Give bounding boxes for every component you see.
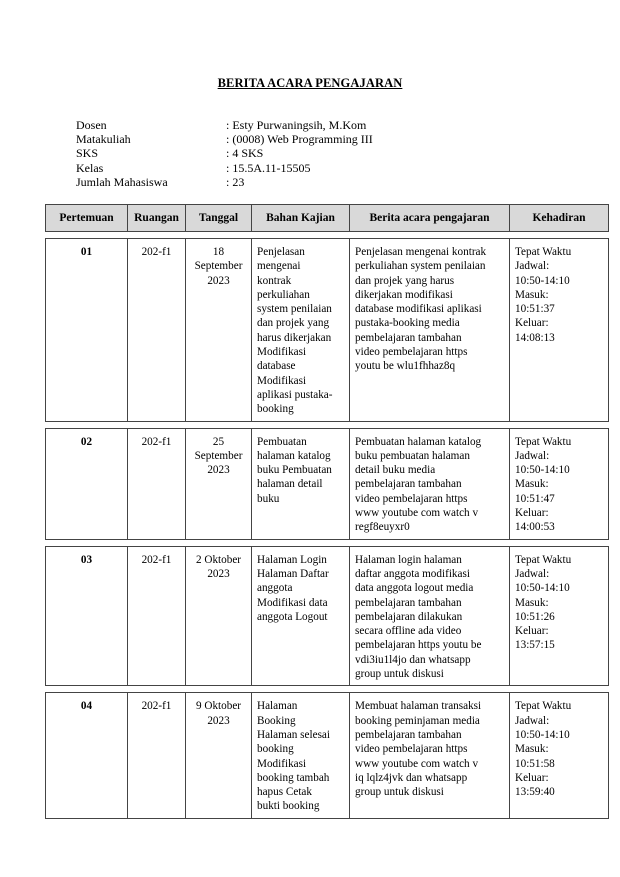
info-label: SKS: [76, 146, 99, 161]
info-row-sks: [76, 146, 373, 160]
header-berita-acara: Berita acara pengajaran: [350, 205, 510, 232]
header-tanggal: Tanggal: [186, 205, 252, 232]
table-row: [46, 239, 609, 422]
info-row-dosen: [76, 118, 373, 132]
cell-bahan-kajian: Halaman Login Halaman Daftar anggota Modifikasi data anggota Logout: [252, 546, 350, 686]
cell-kehadiran: Tepat Waktu Jadwal: 10:50-14:10 Masuk: 10:51:58 Keluar: 13:59:40: [510, 693, 609, 818]
cell-ruangan: 202-f1: [128, 693, 186, 818]
info-label: Matakuliah: [76, 132, 131, 147]
header-pertemuan: Pertemuan: [46, 205, 128, 232]
header-bahan-kajian: Bahan Kajian: [252, 205, 350, 232]
cell-tanggal: 25 September 2023: [186, 428, 252, 539]
cell-bahan-kajian: Pembuatan halaman katalog buku Pembuatan halaman detail buku: [252, 428, 350, 539]
table-row: [46, 546, 609, 686]
cell-pertemuan: 02: [46, 428, 128, 539]
cell-ruangan: 202-f1: [128, 428, 186, 539]
cell-kehadiran: Tepat Waktu Jadwal: 10:50-14:10 Masuk: 10:51:26 Keluar: 13:57:15: [510, 546, 609, 686]
cell-bahan-kajian: Halaman Booking Halaman selesai booking Modifikasi booking tambah hapus Cetak bukti booking: [252, 693, 350, 818]
cell-tanggal: 9 Oktober 2023: [186, 693, 252, 818]
cell-pertemuan: 03: [46, 546, 128, 686]
info-value: : 23: [226, 174, 245, 189]
cell-tanggal: 18 September 2023: [186, 239, 252, 422]
cell-bahan-kajian: Penjelasan mengenai kontrak perkuliahan system penilaian dan projek yang harus dikerjakan Modifikasi database Modifikasi aplikasi pustaka- booking: [252, 239, 350, 422]
cell-tanggal: 2 Oktober 2023: [186, 546, 252, 686]
cell-pertemuan: 04: [46, 693, 128, 818]
info-value: : (0008) Web Programming III: [226, 132, 373, 147]
cell-pertemuan: 01: [46, 239, 128, 422]
cell-berita-acara: Membuat halaman transaksi booking peminjaman media pembelajaran tambahan video pembelajaran https www youtube com watch v iq lqlz4jvk dan whatsapp group untuk diskusi: [350, 693, 510, 818]
cell-berita-acara: Halaman login halaman daftar anggota modifikasi data anggota logout media pembelajaran tambahan pembelajaran dilakukan secara offline ada video pembelajaran https youtu be vdi3iu1l4jo dan whatsapp group untuk diskusi: [350, 546, 510, 686]
info-row-kelas: [76, 161, 373, 175]
cell-berita-acara: Pembuatan halaman katalog buku pembuatan halaman detail buku media pembelajaran tambahan video pembelajaran https www youtube com watch v regf8euyxr0: [350, 428, 510, 539]
info-label: Dosen: [76, 118, 107, 132]
cell-berita-acara: Penjelasan mengenai kontrak perkuliahan system penilaian dan projek yang harus dikerjakan modifikasi database modifikasi aplikasi pustaka-booking media pembelajaran tambahan video pembelajaran https youtu be wlu1fhhaz8q: [350, 239, 510, 422]
info-row-jumlah-mahasiswa: [76, 175, 373, 189]
attendance-table: [45, 204, 609, 819]
table-row: [46, 693, 609, 818]
cell-ruangan: 202-f1: [128, 546, 186, 686]
cell-kehadiran: Tepat Waktu Jadwal: 10:50-14:10 Masuk: 10:51:37 Keluar: 14:08:13: [510, 239, 609, 422]
info-value: : 15.5A.11-15505: [226, 160, 311, 175]
info-value: : Esty Purwaningsih, M.Kom: [226, 118, 367, 132]
cell-kehadiran: Tepat Waktu Jadwal: 10:50-14:10 Masuk: 10:51:47 Keluar: 14:00:53: [510, 428, 609, 539]
table-header-row: [46, 205, 609, 232]
table-row: [46, 428, 609, 539]
info-label: Jumlah Mahasiswa: [76, 174, 168, 189]
header-kehadiran: Kehadiran: [510, 205, 609, 232]
info-label: Kelas: [76, 160, 104, 175]
header-ruangan: Ruangan: [128, 205, 186, 232]
cell-ruangan: 202-f1: [128, 239, 186, 422]
info-row-matakuliah: [76, 132, 373, 146]
document-title: BERITA ACARA PENGAJARAN: [217, 76, 403, 90]
course-info: [76, 118, 373, 189]
info-value: : 4 SKS: [226, 146, 264, 161]
